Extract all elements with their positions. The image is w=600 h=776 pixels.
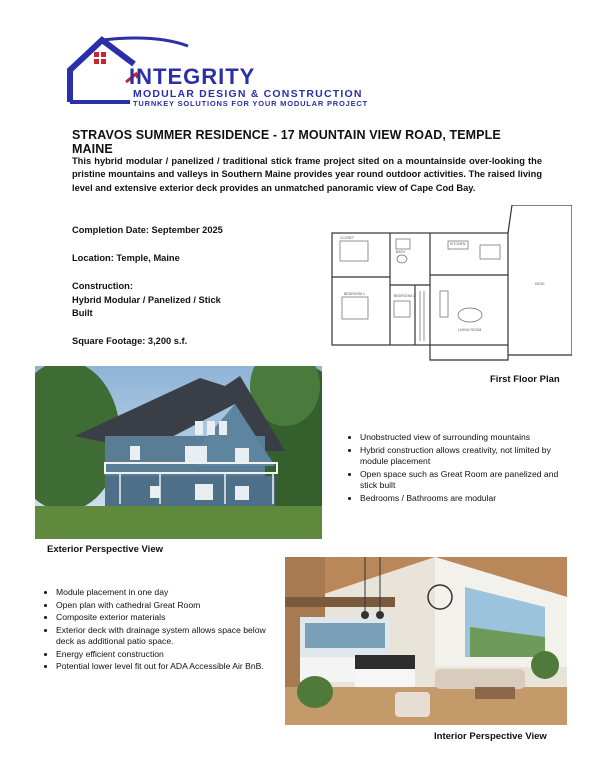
list-item: • Bedrooms / Bathrooms are modular	[360, 493, 572, 505]
list-item: • Potential lower level fit out for ADA Accessible Air BnB.	[56, 661, 276, 673]
list-item: • Open plan with cathedral Great Room	[56, 600, 276, 612]
logo-brand: INTEGRITY	[129, 64, 256, 89]
plan-room-label: KITCHEN	[450, 242, 466, 246]
floor-plan-drawing	[330, 205, 572, 365]
list-item: • Energy efficient construction	[56, 649, 276, 661]
interior-bullet-list	[38, 587, 276, 674]
logo-tagline-2: TURNKEY SOLUTIONS FOR YOUR MODULAR PROJECT	[133, 99, 369, 108]
interior-rendering	[285, 557, 567, 725]
plan-room-label: LIVING ROOM	[458, 328, 482, 332]
plan-room-label: BEDROOM 2	[394, 294, 416, 298]
floor-plan-svg	[330, 205, 572, 365]
construction-type-1: Hybrid Modular / Panelized / Stick	[72, 295, 221, 305]
plan-room-label: BATH	[396, 250, 406, 254]
list-item: • Hybrid construction allows creativity, not limited by module placement	[360, 445, 572, 468]
list-item: • Module placement in one day	[56, 587, 276, 599]
logo-tagline-1: MODULAR DESIGN & CONSTRUCTION	[133, 88, 363, 100]
plan-room-label: CLOSET	[340, 236, 355, 240]
list-item: • Open space such as Great Room are panelized and stick built	[360, 469, 572, 492]
list-item: • Unobstructed view of surrounding mountains	[360, 432, 572, 444]
exterior-house-image	[35, 366, 322, 539]
square-footage: Square Footage: 3,200 s.f.	[72, 336, 188, 346]
page-title: STRAVOS SUMMER RESIDENCE - 17 MOUNTAIN VIEW ROAD, TEMPLE MAINE	[72, 128, 501, 156]
plan-room-label: BEDROOM 1	[344, 292, 366, 296]
plan-room-label: DECK	[535, 282, 545, 286]
exterior-caption: Exterior Perspective View	[47, 544, 163, 555]
interior-room-image	[285, 557, 567, 725]
exterior-rendering	[35, 366, 322, 539]
list-item: • Exterior deck with drainage system allows space below deck as additional patio space.	[56, 625, 276, 648]
construction-type-2: Built	[72, 308, 93, 318]
exterior-bullet-list	[342, 432, 572, 505]
list-item: • Composite exterior materials	[56, 612, 276, 624]
location: Location: Temple, Maine	[72, 253, 180, 263]
construction-label: Construction:	[72, 281, 133, 291]
intro-paragraph: This hybrid modular / panelized / traditional stick frame project sited on a mountainside over-looking the pristine mountains and valleys in Southern Maine provides year round outdoor activities. The raised living level and extensive exterior deck provides an unmatched panoramic view of Cape Cod Bay.	[72, 156, 542, 193]
completion-date: Completion Date: September 2025	[72, 225, 223, 235]
floor-plan-caption: First Floor Plan	[490, 374, 560, 385]
interior-caption: Interior Perspective View	[434, 731, 547, 742]
